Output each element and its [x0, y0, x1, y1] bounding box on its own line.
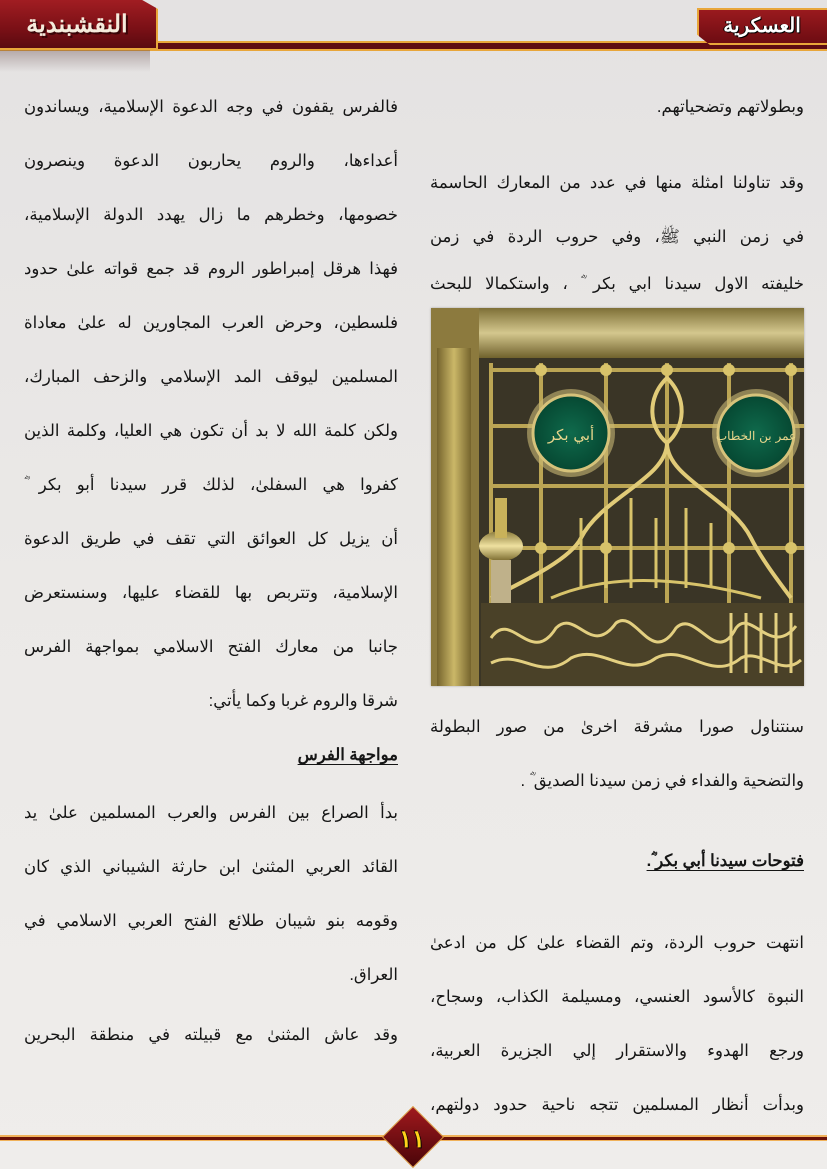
paragraph	[24, 786, 398, 1002]
text-line: ورجع الهدوء والاستقرار إلي الجزيرة العربية،	[430, 1042, 804, 1060]
page-number: ١١	[399, 1123, 425, 1153]
left-column	[24, 80, 398, 1062]
medallion-abubakr: أبي بكر	[547, 426, 595, 444]
header-left-title: النقشبندية	[26, 8, 128, 38]
text-line: فالفرس يقفون في وجه الدعوة الإسلامية، ويساندون	[24, 98, 398, 116]
text-line: وقد عاش المثنىٰ مع قبيلته في منطقة البحرين	[24, 1026, 398, 1044]
photo-prophets-mosque-grille	[431, 308, 804, 686]
text-line: العراق.	[349, 966, 398, 984]
text-line: الإسلامية، وتتربص بها للقضاء عليها، وسنستعرض	[24, 584, 398, 602]
text-line: فلسطين، وحرض العرب المجاورين له علىٰ معاداة	[24, 314, 398, 332]
text-line: أعداءها، والروم يحاربون الدعوة وينصرون	[24, 152, 398, 170]
text-line: بدأ الصراع بين الفرس والعرب المسلمين علىٰ يد	[24, 804, 398, 822]
heading-text: مواجهة الفرس	[297, 746, 398, 764]
text-line: خصومها، وخطرهم ما زال يهدد الدولة الإسلامية،	[24, 206, 398, 224]
text-line: فهذا هرقل إمبراطور الروم قد جمع قواته علىٰ حدود	[24, 260, 398, 278]
text-line: وقومه بنو شيبان طلائع الفتح العربي الاسلامي في	[24, 912, 398, 930]
medallion-umar: عمر بن الخطاب	[715, 429, 797, 443]
text-line: انتهت حروب الردة، وتم القضاء علىٰ كل من ادعىٰ	[430, 934, 804, 952]
text-line: النبوة كالأسود العنسي، ومسيلمة الكذاب، وسجاح،	[430, 988, 804, 1006]
paragraph	[430, 916, 804, 1132]
paragraph	[24, 80, 398, 728]
text-line: شرقا والروم غربا وكما يأتي:	[208, 692, 398, 710]
text-line: سنتناول صورا مشرقة اخرىٰ من صور البطولة	[430, 718, 804, 736]
text-line: جانبا من معارك الفتح الاسلامي بمواجهة الفرس	[24, 638, 398, 656]
paragraph	[430, 156, 804, 304]
text-line: أن يزيل كل العوائق التي تقف في طريق الدعوة	[24, 530, 398, 548]
section-heading	[24, 728, 398, 782]
paragraph	[430, 80, 804, 134]
text-line: خليفته الاول سيدنا ابي بكر ؓ ، واستكمالا للبحث	[430, 275, 804, 293]
text-line: ولكن كلمة الله لا بد أن تكون هي العليا، وكلمة الذين	[24, 422, 398, 440]
text-line: كفروا هي السفلىٰ، لذلك قرر سيدنا أبو بكر ؓ	[24, 476, 398, 494]
header-left-shadow	[0, 50, 150, 72]
text-line: القائد العربي المثنىٰ ابن حارثة الشيباني الذي كان	[24, 858, 398, 876]
text-line: وبدأت أنظار المسلمين تتجه ناحية حدود دولتهم،	[430, 1096, 804, 1114]
header-right-title: العسكرية	[723, 13, 801, 37]
text-line: والتضحية والفداء في زمن سيدنا الصديق ؓ .	[520, 772, 804, 790]
heading-text: فتوحات سيدنا أبي بكر ؓ.	[646, 852, 804, 870]
section-heading	[430, 834, 804, 888]
text-line: في زمن النبي ﷺ، وفي حروب الردة في زمن	[430, 228, 804, 246]
text-line: وبطولاتهم وتضحياتهم.	[656, 98, 804, 116]
paragraph	[24, 1008, 398, 1062]
text-line: وقد تناولنا امثلة منها في عدد من المعارك الحاسمة	[430, 174, 804, 192]
paragraph	[430, 700, 804, 808]
text-line: المسلمين ليوقف المد الإسلامي والزحف المبارك،	[24, 368, 398, 386]
